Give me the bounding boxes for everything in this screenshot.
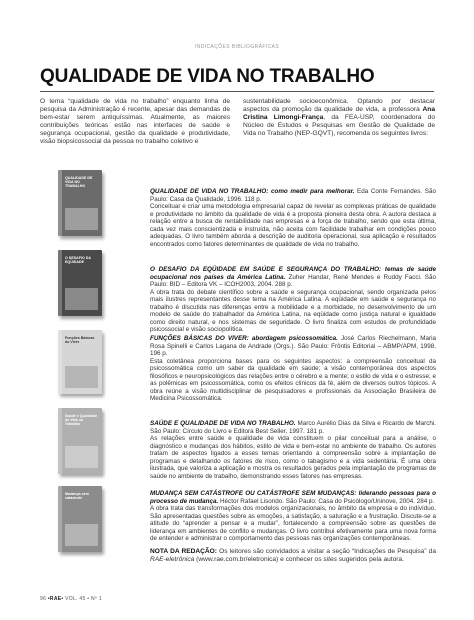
book-description: A obra trata do debate científico sobre a saúde e segurança ocupacional, sendo organizada pelos mais ilustres representantes desse tema na América Latina. A eqüidade em saúde e segurança no trabalho é discutida nas diferenças entre a mobilidade e a morbidade, no desenvolvimento de um modelo de saúde do trabalhador da América Latina, na eqüidade como justiça natural e igualdade como direito natural, e nos sistemas de seguridade. O livro finaliza com estudos de profundidade psicossocial e visão sociopolítica. [150, 288, 436, 333]
book-cover-spine [58, 486, 62, 552]
book-reference: Marco Aurélio Dias da Silva e Ricardo de Marchi. São Paulo: Círculo do Livro e Editora Best Seller, 1997. 181 p. [150, 420, 436, 435]
intro-right-text-after: , da FEA-USP, coordenadora do Núcleo de Estudos e Pesquisas em Gestão de Qualidade de Vida no Trabalho (NEP-GQVT), recomenda os seguintes livros: [243, 113, 435, 137]
book-text [150, 490, 436, 543]
volume-number: VOL. 45 [65, 596, 86, 602]
book-reference: José Carlos Riechelmann, Maria Rosa Spinelli e Carlos Lagana de Andrade (Orgs.). São Paulo: Frôntis Editorial – ABMP/APM, 1998. 196 p. [150, 335, 436, 357]
book-cover-title: Saúde e Qualidade de Vida no Trabalho [65, 414, 98, 427]
book-cover-spine [58, 170, 62, 236]
book-text [150, 188, 436, 248]
book-reference: Eda Conte Fernandes. São Paulo: Casa da Qualidade, 1996. 118 p. [150, 188, 436, 203]
intro-left-column: O tema “qualidade de vida no trabalho” enquanto linha de pesquisa da Administração é recente, apesar das demandas de bem-estar serem antiquíssimas. Atualmente, as maiores contribuições teóricas estão nas interfaces de saúde e segurança ocupacional, gestão da qualidade e produtividade, visão biopsicossocial da pessoa no trabalho coletivo e [40, 98, 230, 145]
book-cover-graphic [65, 366, 98, 388]
page-title: QUALIDADE DE VIDA NO TRABALHO [40, 66, 375, 87]
book-cover-image [58, 250, 102, 316]
editorial-note-label: NOTA DA REDAÇÃO: [150, 548, 217, 555]
editorial-note-text: Os leitores são convidados a visitar a seção “Indicações de Pesquisa” da [217, 548, 436, 555]
book-description: Conceituar e criar uma metodologia empresarial capaz de revelar as complexas práticas de qualidade e produtividade no âmbito da qualidade de vida é a proposta pioneira desta obra. A autora destaca a relação entre a busca de rentabilidade nas empresas e a força de trabalho, sendo que esta última, cada vez mais conscientizada e instruída, não aceita com facilidade trabalhar em condições pouco adequadas. O livro também aborda a descrição de auditoria operacional, sua aplicação e resultados encontrados como fatores determinantes de qualidade de vida no trabalho. [150, 203, 436, 248]
book-description: A obra trata das transformações dos modelos organizacionais, no âmbito da empresa e do indivíduo. São apresentadas questões sobre as emoções, a satisfação, a saturação e a frustração. Discute-se a atitude do “aprender a pensar e a mudar”, fortalecendo a compreensão sobre as questões de liderança em ambientes de conflito e mudanças. O livro contribui efetivamente para uma nova forma de entender e administrar o comportamento das pessoas nas organizações contemporâneas. [150, 505, 436, 542]
book-cover-graphic [65, 208, 98, 230]
book-cover-spine [58, 408, 62, 474]
book-reference: Zuher Handar, René Mendes e Ruddy Facci. São Paulo: BID – Editora VK – ICOH2003, 2004. 288 p. [150, 273, 436, 288]
editorial-note [150, 548, 436, 564]
book-cover-title: Mudança sem catástrofe [65, 492, 89, 501]
issue-number: Nº 1 [91, 596, 102, 602]
intro-author-name: Ana Cristina Limongi-França [243, 105, 435, 121]
book-reference: Héctor Rafael Lisondo. São Paulo: Casa do Psicólogo/Uninove, 2004. 284 p. [218, 497, 435, 505]
intro-right-text-before: sustentabilidade socioeconômica. Optando por destacar aspectos da promoção da qualidade de vida, a professora [243, 98, 435, 113]
book-description: Esta coletânea proporciona bases para os seguintes aspectos: a compreensão conceitual da psicossomática como um saber da qualidade em saúde; a visão contemporânea dos aspectos filosóficos e neuropsicológicos das relações entre o cérebro e a mente; o estilo de vida e o estresse; e as polêmicas em psicossomática, como os efeitos clínicos da fé, além de diversos outros tópicos. A obra reúne a visão multidisciplinar de pesquisadores e profissionais da Associação Brasileira de Medicina Psicossomática. [150, 357, 436, 402]
page-number: 96 [40, 596, 47, 602]
book-cover-graphic [65, 524, 98, 546]
journal-name: •RAE• [47, 596, 64, 602]
book-cover-graphic [65, 446, 98, 468]
page-footer: 96 •RAE• VOL. 45 • Nº 1 [40, 596, 102, 602]
section-tag: INDICAÇÕES BIBLIOGRÁFICAS [194, 44, 280, 50]
book-text [150, 335, 436, 403]
book-cover-image [58, 330, 102, 394]
book-cover-image [58, 170, 102, 236]
editorial-note-rae-name: RAE-eletrônica [150, 556, 195, 563]
book-cover-spine [58, 330, 62, 394]
book-cover-spine [58, 250, 62, 316]
book-cover-graphic [65, 288, 98, 310]
editorial-note-sites-word: sites [323, 556, 337, 563]
book-title: FUNÇÕES BÁSICAS DO VIVER: abordagem psicossomática. [150, 335, 338, 342]
book-cover-title: QUALIDADE DE VIDA NO TRABALHO [65, 176, 93, 189]
book-text [150, 420, 436, 480]
book-cover-image [58, 408, 102, 474]
book-cover-title: O DESAFIO DA EQÜIDADE [65, 256, 91, 265]
editorial-note-url-text: (www.rae.com.br/eletronica) e conhecer os [194, 556, 324, 563]
book-description: As relações entre saúde e qualidade de vida constituem o pilar conceitual para a análise, o diagnóstico e mudanças dos hábitos, estilo de vida e bem-estar no ambiente de trabalho. Os autores tratam de aspectos ligados a esses temas orientando a compreensão sobre a implantação de programas e detalhando os fatores de risco, como o tabagismo e a vida sedentária. É uma obra ilustrada, que valoriza a aplicação e mostra os resultados gerados pela implantação de programas de saúde no ambiente de trabalho, demonstrando esses fatores nas empresas. [150, 435, 436, 480]
book-title: MUDANÇA SEM CATÁSTROFE OU CATÁSTROFE SEM MUDANÇAS: liderando pessoas para o processo de mudança. [150, 490, 436, 505]
title-divider [40, 91, 434, 92]
book-title: SAÚDE E QUALIDADE DE VIDA NO TRABALHO. [150, 420, 296, 427]
editorial-note-ending: sugeridos pela autora. [336, 556, 404, 563]
intro-right-column [243, 98, 435, 138]
book-title: O DESAFIO DA EQÜIDADE EM SAÚDE E SEGURANÇA DO TRABALHO: temas de saúde ocupacional nos países da América Latina. [150, 266, 436, 281]
book-title: QUALIDADE DE VIDA NO TRABALHO: como medir para melhorar. [150, 188, 355, 195]
book-text [150, 266, 436, 334]
book-cover-image [58, 486, 102, 552]
book-cover-title: Funções Básicas do Viver [65, 336, 95, 345]
